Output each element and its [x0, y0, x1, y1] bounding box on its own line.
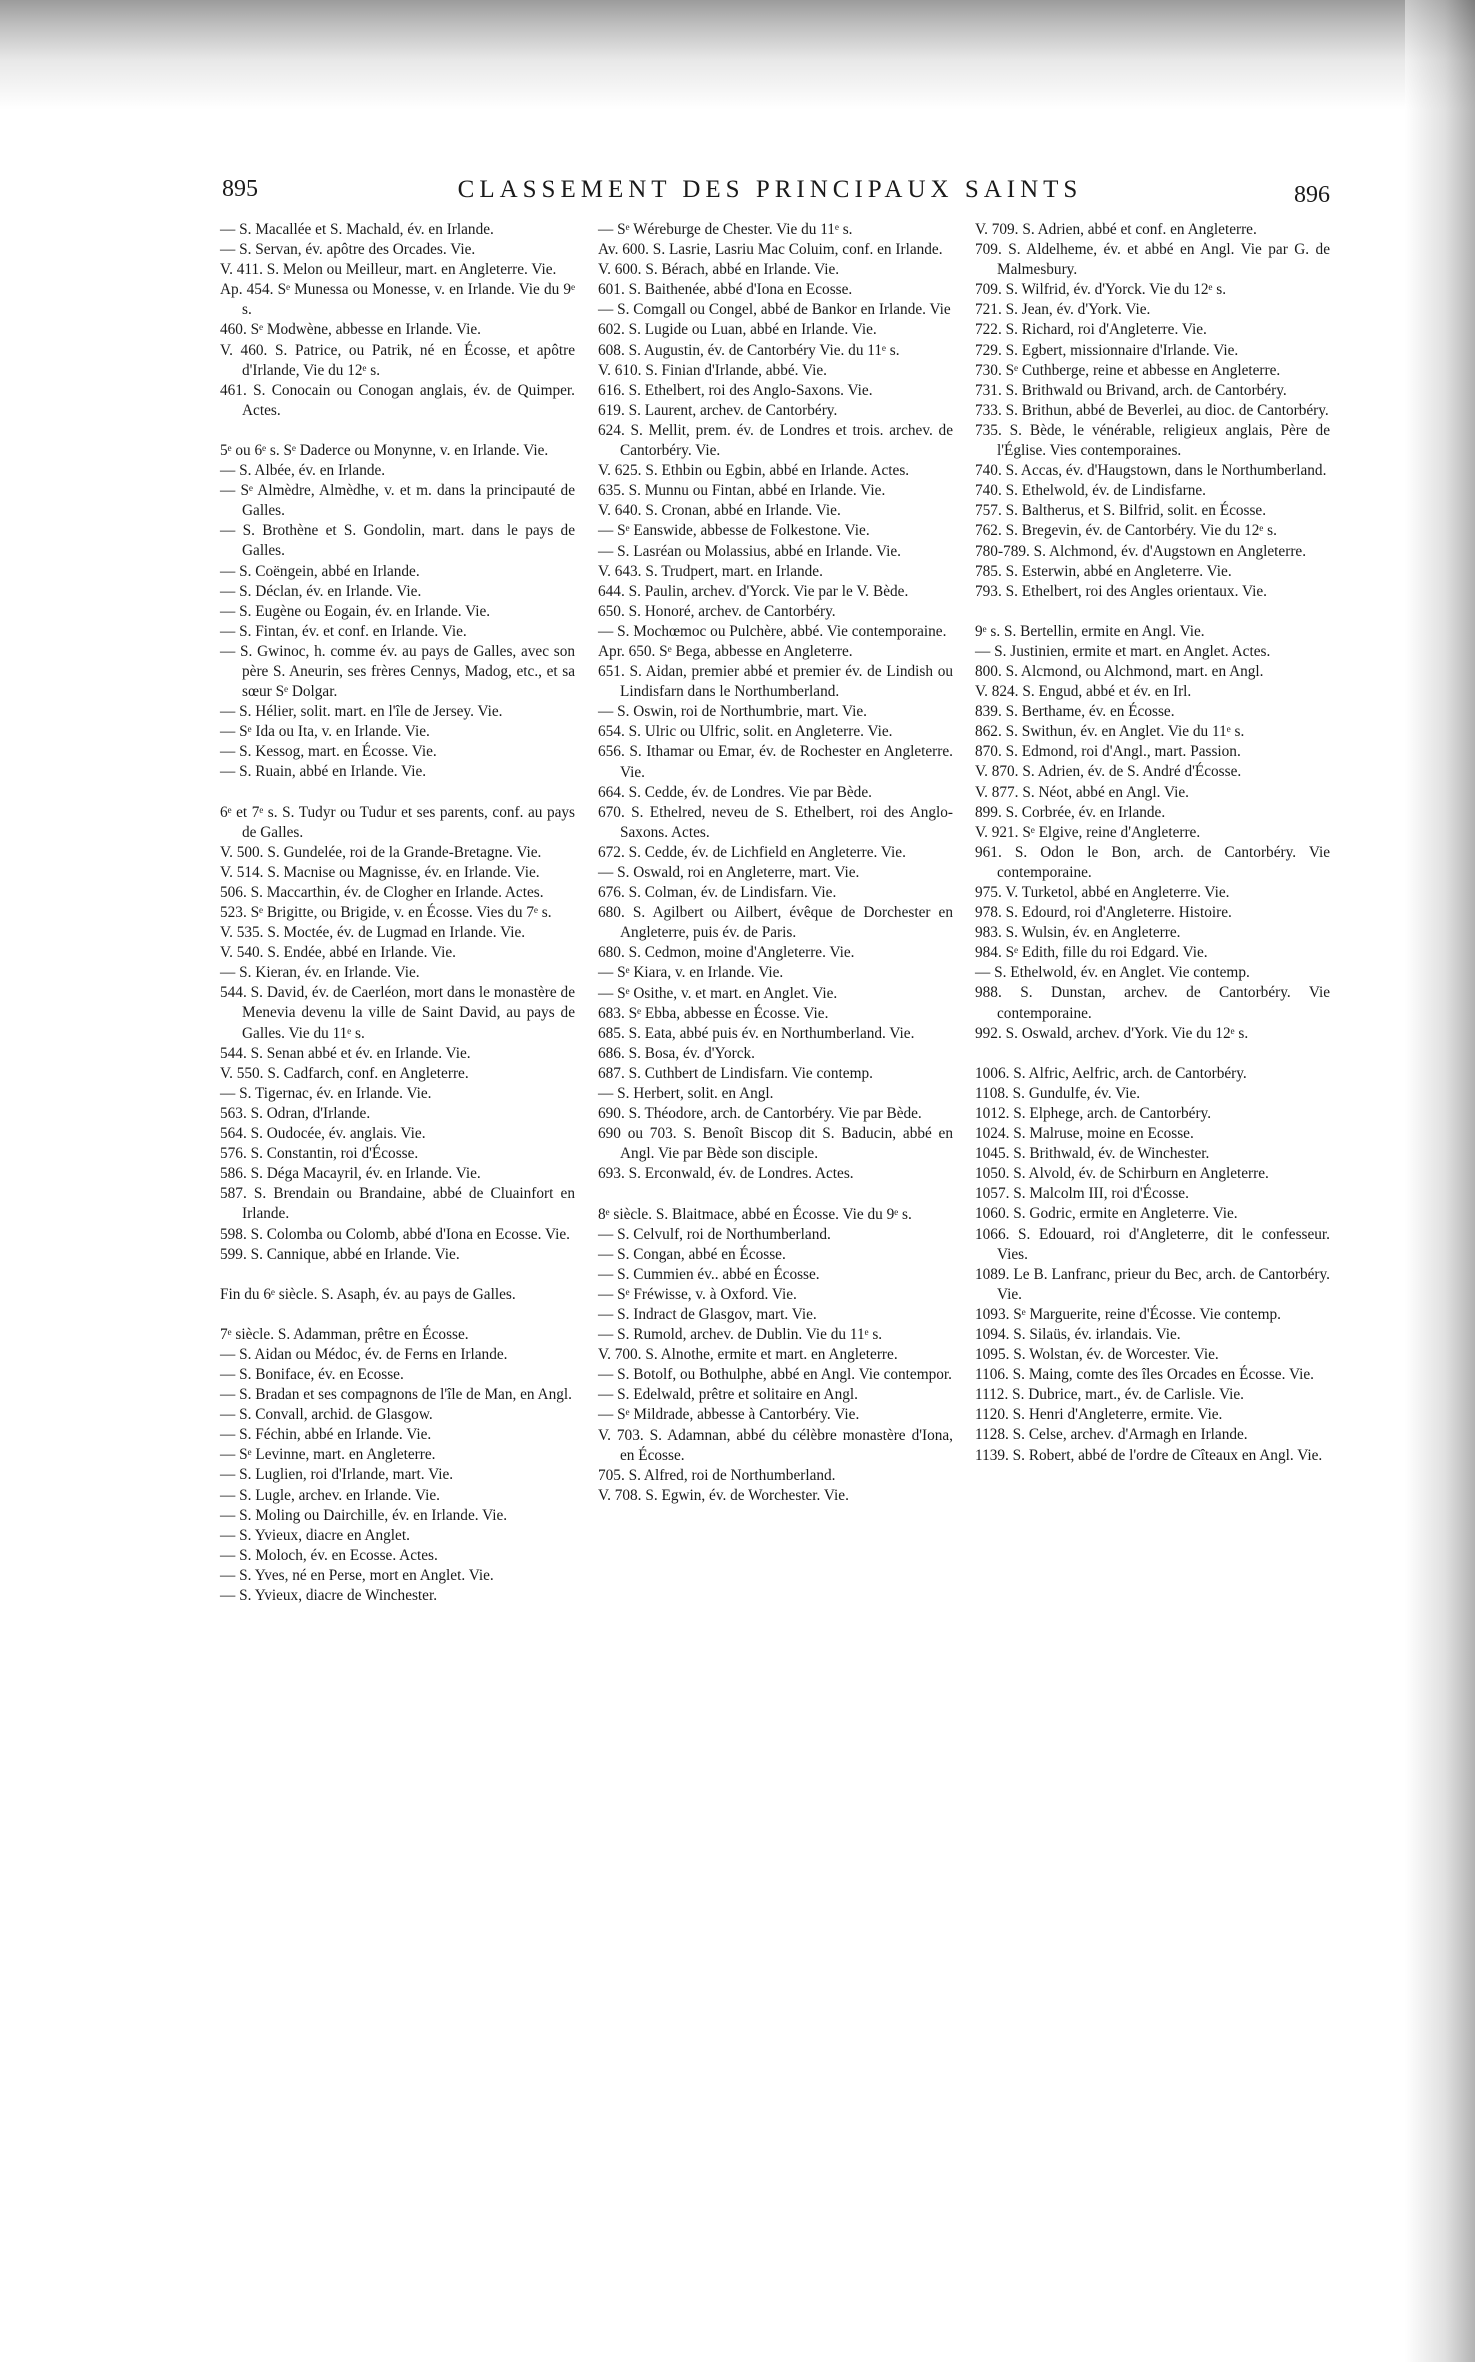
saint-entry: 992. S. Oswald, archev. d'York. Vie du 12ᵉ s.: [975, 1024, 1249, 1042]
saint-entry: — S. Bradan et ses compagnons de l'île de Man, en Angl.: [220, 1386, 572, 1404]
saint-entry: V. 708. S. Egwin, év. de Worchester. Vie.: [598, 1486, 849, 1504]
saint-entry: Ap. 454. Sᵉ Munessa ou Monesse, v. en Irlande. Vie du 9ᵉ s.: [220, 281, 575, 319]
saint-entry: V. 610. S. Finian d'Irlande, abbé. Vie.: [598, 361, 827, 379]
saint-entry: 1057. S. Malcolm III, roi d'Écosse.: [975, 1185, 1189, 1203]
saint-entry: 616. S. Ethelbert, roi des Anglo-Saxons. Vie.: [598, 381, 873, 399]
saint-entry: — S. Yvieux, diacre de Winchester.: [220, 1587, 438, 1604]
saint-entry: 544. S. David, év. de Caerléon, mort dans le monastère de Menevia devenu la ville de Saint David, au pays de Galles. Vie du 11ᵉ s.: [220, 984, 575, 1042]
saint-entry: — S. Kessog, mart. en Écosse. Vie.: [220, 743, 437, 761]
saint-entry: 1045. S. Brithwald, év. de Winchester.: [975, 1145, 1210, 1163]
saint-entry: V. 640. S. Cronan, abbé en Irlande. Vie.: [598, 502, 841, 520]
saint-entry: — Sᵉ Wéreburge de Chester. Vie du 11ᵉ s.: [598, 221, 853, 238]
saint-entry: 563. S. Odran, d'Irlande.: [220, 1104, 371, 1122]
saint-entry: 690. S. Théodore, arch. de Cantorbéry. Vie par Bède.: [598, 1105, 922, 1123]
saints-list: [210, 220, 1330, 2170]
saint-entry: — Sᵉ Levinne, mart. en Angleterre.: [220, 1446, 436, 1464]
saint-entry: — S. Féchin, abbé en Irlande. Vie.: [220, 1426, 432, 1444]
page-edge-shadow-right: [1405, 0, 1475, 2362]
saint-entry: 576. S. Constantin, roi d'Écosse.: [220, 1145, 419, 1163]
book-page: [210, 168, 1330, 2178]
column-1: [220, 220, 575, 1606]
saint-entry: — S. Convall, archid. de Glasgow.: [220, 1406, 433, 1424]
saint-entry: V. 625. S. Ethbin ou Egbin, abbé en Irlande. Actes.: [598, 462, 910, 480]
saint-entry: 1128. S. Celse, archev. d'Armagh en Irlande.: [975, 1426, 1248, 1444]
saint-entry: 735. S. Bède, le vénérable, religieux anglais, Père de l'Église. Vies contemporaines.: [975, 421, 1330, 460]
saint-entry: V. 921. Sᵉ Elgive, reine d'Angleterre.: [975, 823, 1201, 841]
saint-entry: 729. S. Egbert, missionnaire d'Irlande. Vie.: [975, 341, 1239, 359]
saint-entry: — S. Edelwald, prêtre et solitaire en Angl.: [598, 1386, 858, 1404]
saint-entry: — S. Tigernac, év. en Irlande. Vie.: [220, 1084, 432, 1102]
saint-entry: — Sᵉ Kiara, v. en Irlande. Vie.: [598, 964, 784, 982]
saint-entry: — S. Ethelwold, év. en Anglet. Vie contemp.: [975, 964, 1250, 982]
saint-entry: 1006. S. Alfric, Aelfric, arch. de Cantorbéry.: [975, 1064, 1247, 1082]
saint-entry: 705. S. Alfred, roi de Northumberland.: [598, 1466, 836, 1484]
saint-entry: — S. Rumold, archev. de Dublin. Vie du 11ᵉ s.: [598, 1326, 883, 1344]
saint-entry: 975. V. Turketol, abbé en Angleterre. Vie.: [975, 884, 1230, 901]
saint-entry: 762. S. Bregevin, év. de Cantorbéry. Vie du 12ᵉ s.: [975, 522, 1277, 540]
saint-entry: — Sᵉ Fréwisse, v. à Oxford. Vie.: [598, 1285, 797, 1303]
saint-entry: — S. Eugène ou Eogain, év. en Irlande. Vie.: [220, 602, 491, 620]
saint-entry: — S. Comgall ou Congel, abbé de Bankor en Irlande. Vie: [598, 301, 951, 319]
column-2: [598, 220, 953, 1506]
saint-entry: 1024. S. Malruse, moine en Ecosse.: [975, 1125, 1194, 1143]
saint-entry: — S. Aidan ou Médoc, év. de Ferns en Irlande.: [220, 1345, 508, 1363]
saint-entry: 608. S. Augustin, év. de Cantorbéry Vie. du 11ᵉ s.: [598, 341, 900, 359]
saint-entry: — S. Ruain, abbé en Irlande. Vie.: [220, 763, 427, 781]
saint-entry: — S. Lasréan ou Molassius, abbé en Irlande. Vie.: [598, 542, 901, 560]
saint-entry: 670. S. Ethelred, neveu de S. Ethelbert, roi des Anglo-Saxons. Actes.: [598, 803, 953, 841]
saint-entry: 664. S. Cedde, év. de Londres. Vie par Bède.: [598, 783, 872, 801]
saint-entry: 1108. S. Gundulfe, év. Vie.: [975, 1084, 1141, 1102]
saint-entry: 672. S. Cedde, év. de Lichfield en Angleterre. Vie.: [598, 843, 906, 861]
saint-entry: — S. Fintan, év. et conf. en Irlande. Vie.: [220, 622, 467, 640]
saint-entry: V. 703. S. Adamnan, abbé du célèbre monastère d'Iona, en Écosse.: [598, 1426, 953, 1464]
saint-entry: — S. Cummien év.. abbé en Écosse.: [598, 1265, 820, 1283]
saint-entry: V. 700. S. Alnothe, ermite et mart. en Angleterre.: [598, 1346, 898, 1364]
saint-entry: — S. Celvulf, roi de Northumberland.: [598, 1225, 831, 1243]
saint-entry: 6ᵉ et 7ᵉ s. S. Tudyr ou Tudur et ses parents, conf. au pays de Galles.: [220, 803, 575, 841]
saint-entry: 686. S. Bosa, év. d'Yorck.: [598, 1044, 756, 1062]
saint-entry: 460. Sᵉ Modwène, abbesse en Irlande. Vie.: [220, 321, 482, 339]
saint-entry: 693. S. Erconwald, év. de Londres. Actes.: [598, 1165, 854, 1183]
saint-entry: V. 600. S. Bérach, abbé en Irlande. Vie.: [598, 261, 840, 279]
saint-entry: 7ᵉ siècle. S. Adamman, prêtre en Écosse.: [220, 1325, 469, 1343]
saint-entry: — S. Déclan, év. en Irlande. Vie.: [220, 582, 422, 600]
saint-entry: 785. S. Esterwin, abbé en Angleterre. Vie.: [975, 562, 1232, 580]
saint-entry: 586. S. Déga Macayril, év. en Irlande. Vie.: [220, 1165, 481, 1183]
saint-entry: — S. Boniface, év. en Ecosse.: [220, 1365, 404, 1383]
saint-entry: — S. Luglien, roi d'Irlande, mart. Vie.: [220, 1466, 454, 1484]
running-title: CLASSEMENT DES PRINCIPAUX SAINTS: [457, 176, 1083, 203]
saint-entry: V. 535. S. Moctée, év. de Lugmad en Irlande. Vie.: [220, 924, 526, 942]
saint-entry: V. 824. S. Engud, abbé et év. en Irl.: [975, 683, 1192, 701]
saint-entry: 1120. S. Henri d'Angleterre, ermite. Vie.: [975, 1406, 1223, 1424]
saint-entry: — S. Oswald, roi en Angleterre, mart. Vie.: [598, 864, 860, 881]
saint-entry: V. 643. S. Trudpert, mart. en Irlande.: [598, 562, 823, 580]
saint-entry: 601. S. Baithenée, abbé d'Iona en Ecosse.: [598, 281, 853, 299]
saint-entry: — S. Macallée et S. Machald, év. en Irlande.: [220, 221, 494, 238]
saint-entry: — S. Indract de Glasgov, mart. Vie.: [598, 1305, 817, 1323]
saint-entry: 602. S. Lugide ou Luan, abbé en Irlande. Vie.: [598, 321, 877, 339]
saint-entry: 683. Sᵉ Ebba, abbesse en Écosse. Vie.: [598, 1004, 829, 1022]
saint-entry: — S. Hélier, solit. mart. en l'île de Jersey. Vie.: [220, 703, 503, 721]
saint-entry: 8ᵉ siècle. S. Blaitmace, abbé en Écosse. Vie du 9ᵉ s.: [598, 1205, 912, 1223]
saint-entry: 722. S. Richard, roi d'Angleterre. Vie.: [975, 321, 1207, 339]
saint-entry: 624. S. Mellit, prem. év. de Londres et trois. archev. de Cantorbéry. Vie.: [598, 421, 953, 460]
page-number-right: 896: [1294, 182, 1330, 208]
saint-entry: Apr. 650. Sᵉ Bega, abbesse en Angleterre.: [598, 642, 853, 660]
saint-entry: 651. S. Aidan, premier abbé et premier év. de Lindish ou Lindisfarn dans le Northumberland.: [598, 663, 953, 701]
saint-entry: — Sᵉ Osithe, v. et mart. en Anglet. Vie.: [598, 984, 838, 1002]
saint-entry: — S. Justinien, ermite et mart. en Anglet. Actes.: [975, 642, 1271, 660]
saint-entry: 1012. S. Elphege, arch. de Cantorbéry.: [975, 1104, 1212, 1122]
saint-entry: 656. S. Ithamar ou Emar, év. de Rochester en Angleterre. Vie.: [598, 743, 953, 781]
running-header: [210, 168, 1330, 208]
saint-entry: 961. S. Odon le Bon, arch. de Cantorbéry. Vie contemporaine.: [975, 843, 1330, 881]
saint-entry: 1089. Le B. Lanfranc, prieur du Bec, arch. de Cantorbéry. Vie.: [975, 1265, 1330, 1303]
saint-entry: 506. S. Maccarthin, év. de Clogher en Irlande. Actes.: [220, 883, 544, 901]
saint-entry: 839. S. Berthame, év. en Écosse.: [975, 703, 1175, 721]
saint-entry: V. 500. S. Gundelée, roi de la Grande-Bretagne. Vie.: [220, 843, 542, 861]
saint-entry: 757. S. Baltherus, et S. Bilfrid, solit. en Écosse.: [975, 502, 1267, 520]
saint-entry: 523. Sᵉ Brigitte, ou Brigide, v. en Écosse. Vies du 7ᵉ s.: [220, 904, 552, 921]
saint-entry: 740. S. Accas, év. d'Haugstown, dans le Northumberland.: [975, 462, 1327, 480]
saint-entry: 599. S. Cannique, abbé en Irlande. Vie.: [220, 1245, 460, 1263]
saint-entry: V. 540. S. Endée, abbé en Irlande. Vie.: [220, 944, 456, 962]
saint-entry: — S. Yves, né en Perse, mort en Anglet. Vie.: [220, 1566, 494, 1584]
saint-entry: — Sᵉ Eanswide, abbesse de Folkestone. Vie.: [598, 522, 870, 540]
page-number-left: 895: [222, 176, 258, 202]
saint-entry: — Sᵉ Mildrade, abbesse à Cantorbéry. Vie.: [598, 1406, 860, 1424]
saint-entry: — S. Kieran, év. en Irlande. Vie.: [220, 964, 420, 982]
saint-entry: 461. S. Conocain ou Conogan anglais, év. de Quimper. Actes.: [220, 381, 575, 419]
saint-entry: — S. Oswin, roi de Northumbrie, mart. Vie.: [598, 703, 868, 721]
saint-entry: 984. Sᵉ Edith, fille du roi Edgard. Vie.: [975, 944, 1208, 962]
saint-entry: 619. S. Laurent, archev. de Cantorbéry.: [598, 401, 838, 419]
saint-entry: — S. Servan, év. apôtre des Orcades. Vie.: [220, 241, 476, 259]
saint-entry: Fin du 6ᵉ siècle. S. Asaph, év. au pays de Galles.: [220, 1285, 516, 1303]
saint-entry: 587. S. Brendain ou Brandaine, abbé de Cluainfort en Irlande.: [220, 1185, 575, 1223]
saint-entry: — S. Mochœmoc ou Pulchère, abbé. Vie contemporaine.: [598, 622, 947, 640]
saint-entry: — S. Botolf, ou Bothulphe, abbé en Angl. Vie contempor.: [598, 1366, 952, 1384]
saint-entry: 899. S. Corbrée, év. en Irlande.: [975, 803, 1166, 821]
saint-entry: 730. Sᵉ Cuthberge, reine et abbesse en Angleterre.: [975, 361, 1281, 379]
saint-entry: V. 514. S. Macnise ou Magnisse, év. en Irlande. Vie.: [220, 863, 540, 881]
saint-entry: — S. Brothène et S. Gondolin, mart. dans le pays de Galles.: [220, 522, 575, 560]
saint-entry: 800. S. Alcmond, ou Alchmond, mart. en Angl.: [975, 662, 1264, 680]
saint-entry: 870. S. Edmond, roi d'Angl., mart. Passion.: [975, 743, 1241, 761]
saint-entry: 862. S. Swithun, év. en Anglet. Vie du 11ᵉ s.: [975, 723, 1245, 741]
saint-entry: 740. S. Ethelwold, év. de Lindisfarne.: [975, 482, 1206, 500]
saint-entry: 1106. S. Maing, comte des îles Orcades en Écosse. Vie.: [975, 1366, 1314, 1384]
saint-entry: 1139. S. Robert, abbé de l'ordre de Cîteaux en Angl. Vie.: [975, 1446, 1323, 1464]
column-3: [975, 220, 1330, 1466]
saint-entry: 564. S. Oudocée, év. anglais. Vie.: [220, 1125, 426, 1143]
saint-entry: 635. S. Munnu ou Fintan, abbé en Irlande. Vie.: [598, 482, 886, 500]
saint-entry: — Sᵉ Almèdre, Almèdhe, v. et m. dans la principauté de Galles.: [220, 482, 575, 520]
saint-entry: V. 411. S. Melon ou Meilleur, mart. en Angleterre. Vie.: [220, 261, 557, 279]
saint-entry: — S. Gwinoc, h. comme év. au pays de Galles, avec son père S. Aneurin, ses frères Cennys, Madog, etc., et sa sœur Sᵉ Dolgar.: [220, 642, 575, 701]
saint-entry: 687. S. Cuthbert de Lindisfarn. Vie contemp.: [598, 1064, 873, 1082]
saint-entry: V. 870. S. Adrien, év. de S. André d'Écosse.: [975, 763, 1242, 781]
saint-entry: 793. S. Ethelbert, roi des Angles orientaux. Vie.: [975, 582, 1267, 600]
saint-entry: 1093. Sᵉ Marguerite, reine d'Écosse. Vie contemp.: [975, 1305, 1281, 1323]
saint-entry: V. 460. S. Patrice, ou Patrik, né en Écosse, et apôtre d'Irlande, Vie du 12ᵉ s.: [220, 341, 575, 379]
saint-entry: 9ᵉ s. S. Bertellin, ermite en Angl. Vie.: [975, 622, 1205, 640]
saint-entry: 598. S. Colomba ou Colomb, abbé d'Iona en Ecosse. Vie.: [220, 1225, 570, 1243]
saint-entry: 650. S. Honoré, archev. de Cantorbéry.: [598, 602, 836, 620]
saint-entry: 544. S. Senan abbé et év. en Irlande. Vie.: [220, 1044, 471, 1062]
saint-entry: 721. S. Jean, év. d'York. Vie.: [975, 301, 1151, 319]
saint-entry: 733. S. Brithun, abbé de Beverlei, au dioc. de Cantorbéry.: [975, 401, 1329, 419]
saint-entry: — S. Coëngein, abbé en Irlande.: [220, 562, 420, 580]
saint-entry: — S. Moloch, év. en Ecosse. Actes.: [220, 1546, 438, 1564]
saint-entry: 1095. S. Wolstan, év. de Worcester. Vie.: [975, 1346, 1219, 1364]
saint-entry: — S. Yvieux, diacre en Anglet.: [220, 1526, 410, 1544]
saint-entry: 1050. S. Alvold, év. de Schirburn en Angleterre.: [975, 1165, 1269, 1183]
saint-entry: 1066. S. Edouard, roi d'Angleterre, dit le confesseur. Vies.: [975, 1225, 1330, 1263]
saint-entry: V. 877. S. Néot, abbé en Angl. Vie.: [975, 783, 1189, 801]
saint-entry: V. 550. S. Cadfarch, conf. en Angleterre.: [220, 1064, 469, 1082]
saint-entry: 1094. S. Silaüs, év. irlandais. Vie.: [975, 1325, 1181, 1343]
saint-entry: 680. S. Cedmon, moine d'Angleterre. Vie.: [598, 944, 855, 962]
saint-entry: 780-789. S. Alchmond, év. d'Augstown en Angleterre.: [975, 542, 1307, 560]
saint-entry: Av. 600. S. Lasrie, Lasriu Mac Coluim, conf. en Irlande.: [598, 241, 943, 259]
saint-entry: — S. Congan, abbé en Écosse.: [598, 1245, 786, 1263]
saint-entry: — S. Albée, év. en Irlande.: [220, 462, 386, 480]
saint-entry: 988. S. Dunstan, archev. de Cantorbéry. Vie contemporaine.: [975, 984, 1330, 1022]
saint-entry: 5ᵉ ou 6ᵉ s. Sᵉ Daderce ou Monynne, v. en Irlande. Vie.: [220, 441, 549, 459]
saint-entry: 644. S. Paulin, archev. d'Yorck. Vie par le V. Bède.: [598, 582, 909, 600]
saint-entry: 680. S. Agilbert ou Ailbert, évêque de Dorchester en Angleterre, puis év. de Paris.: [598, 904, 953, 942]
saint-entry: — Sᵉ Ida ou Ita, v. en Irlande. Vie.: [220, 723, 430, 741]
saint-entry: 654. S. Ulric ou Ulfric, solit. en Angleterre. Vie.: [598, 723, 893, 741]
saint-entry: 690 ou 703. S. Benoît Biscop dit S. Baducin, abbé en Angl. Vie par Bède son disciple.: [598, 1125, 953, 1163]
saint-entry: 978. S. Edourd, roi d'Angleterre. Histoire.: [975, 904, 1232, 922]
saint-entry: 709. S. Wilfrid, év. d'Yorck. Vie du 12ᵉ s.: [975, 281, 1227, 299]
saint-entry: — S. Herbert, solit. en Angl.: [598, 1085, 774, 1103]
saint-entry: — S. Moling ou Dairchille, év. en Irlande. Vie.: [220, 1506, 508, 1524]
saint-entry: 983. S. Wulsin, év. en Angleterre.: [975, 924, 1181, 942]
saint-entry: 1060. S. Godric, ermite en Angleterre. Vie.: [975, 1205, 1238, 1223]
saint-entry: V. 709. S. Adrien, abbé et conf. en Angleterre.: [975, 221, 1257, 238]
saint-entry: 685. S. Eata, abbé puis év. en Northumberland. Vie.: [598, 1024, 915, 1042]
saint-entry: 676. S. Colman, év. de Lindisfarn. Vie.: [598, 884, 837, 902]
saint-entry: 731. S. Brithwald ou Brivand, arch. de Cantorbéry.: [975, 381, 1287, 399]
page-edge-shadow-top: [0, 0, 1475, 110]
saint-entry: 1112. S. Dubrice, mart., év. de Carlisle. Vie.: [975, 1386, 1244, 1404]
saint-entry: — S. Lugle, archev. en Irlande. Vie.: [220, 1486, 440, 1504]
saint-entry: 709. S. Aldelheme, év. et abbé en Angl. Vie par G. de Malmesbury.: [975, 241, 1330, 279]
